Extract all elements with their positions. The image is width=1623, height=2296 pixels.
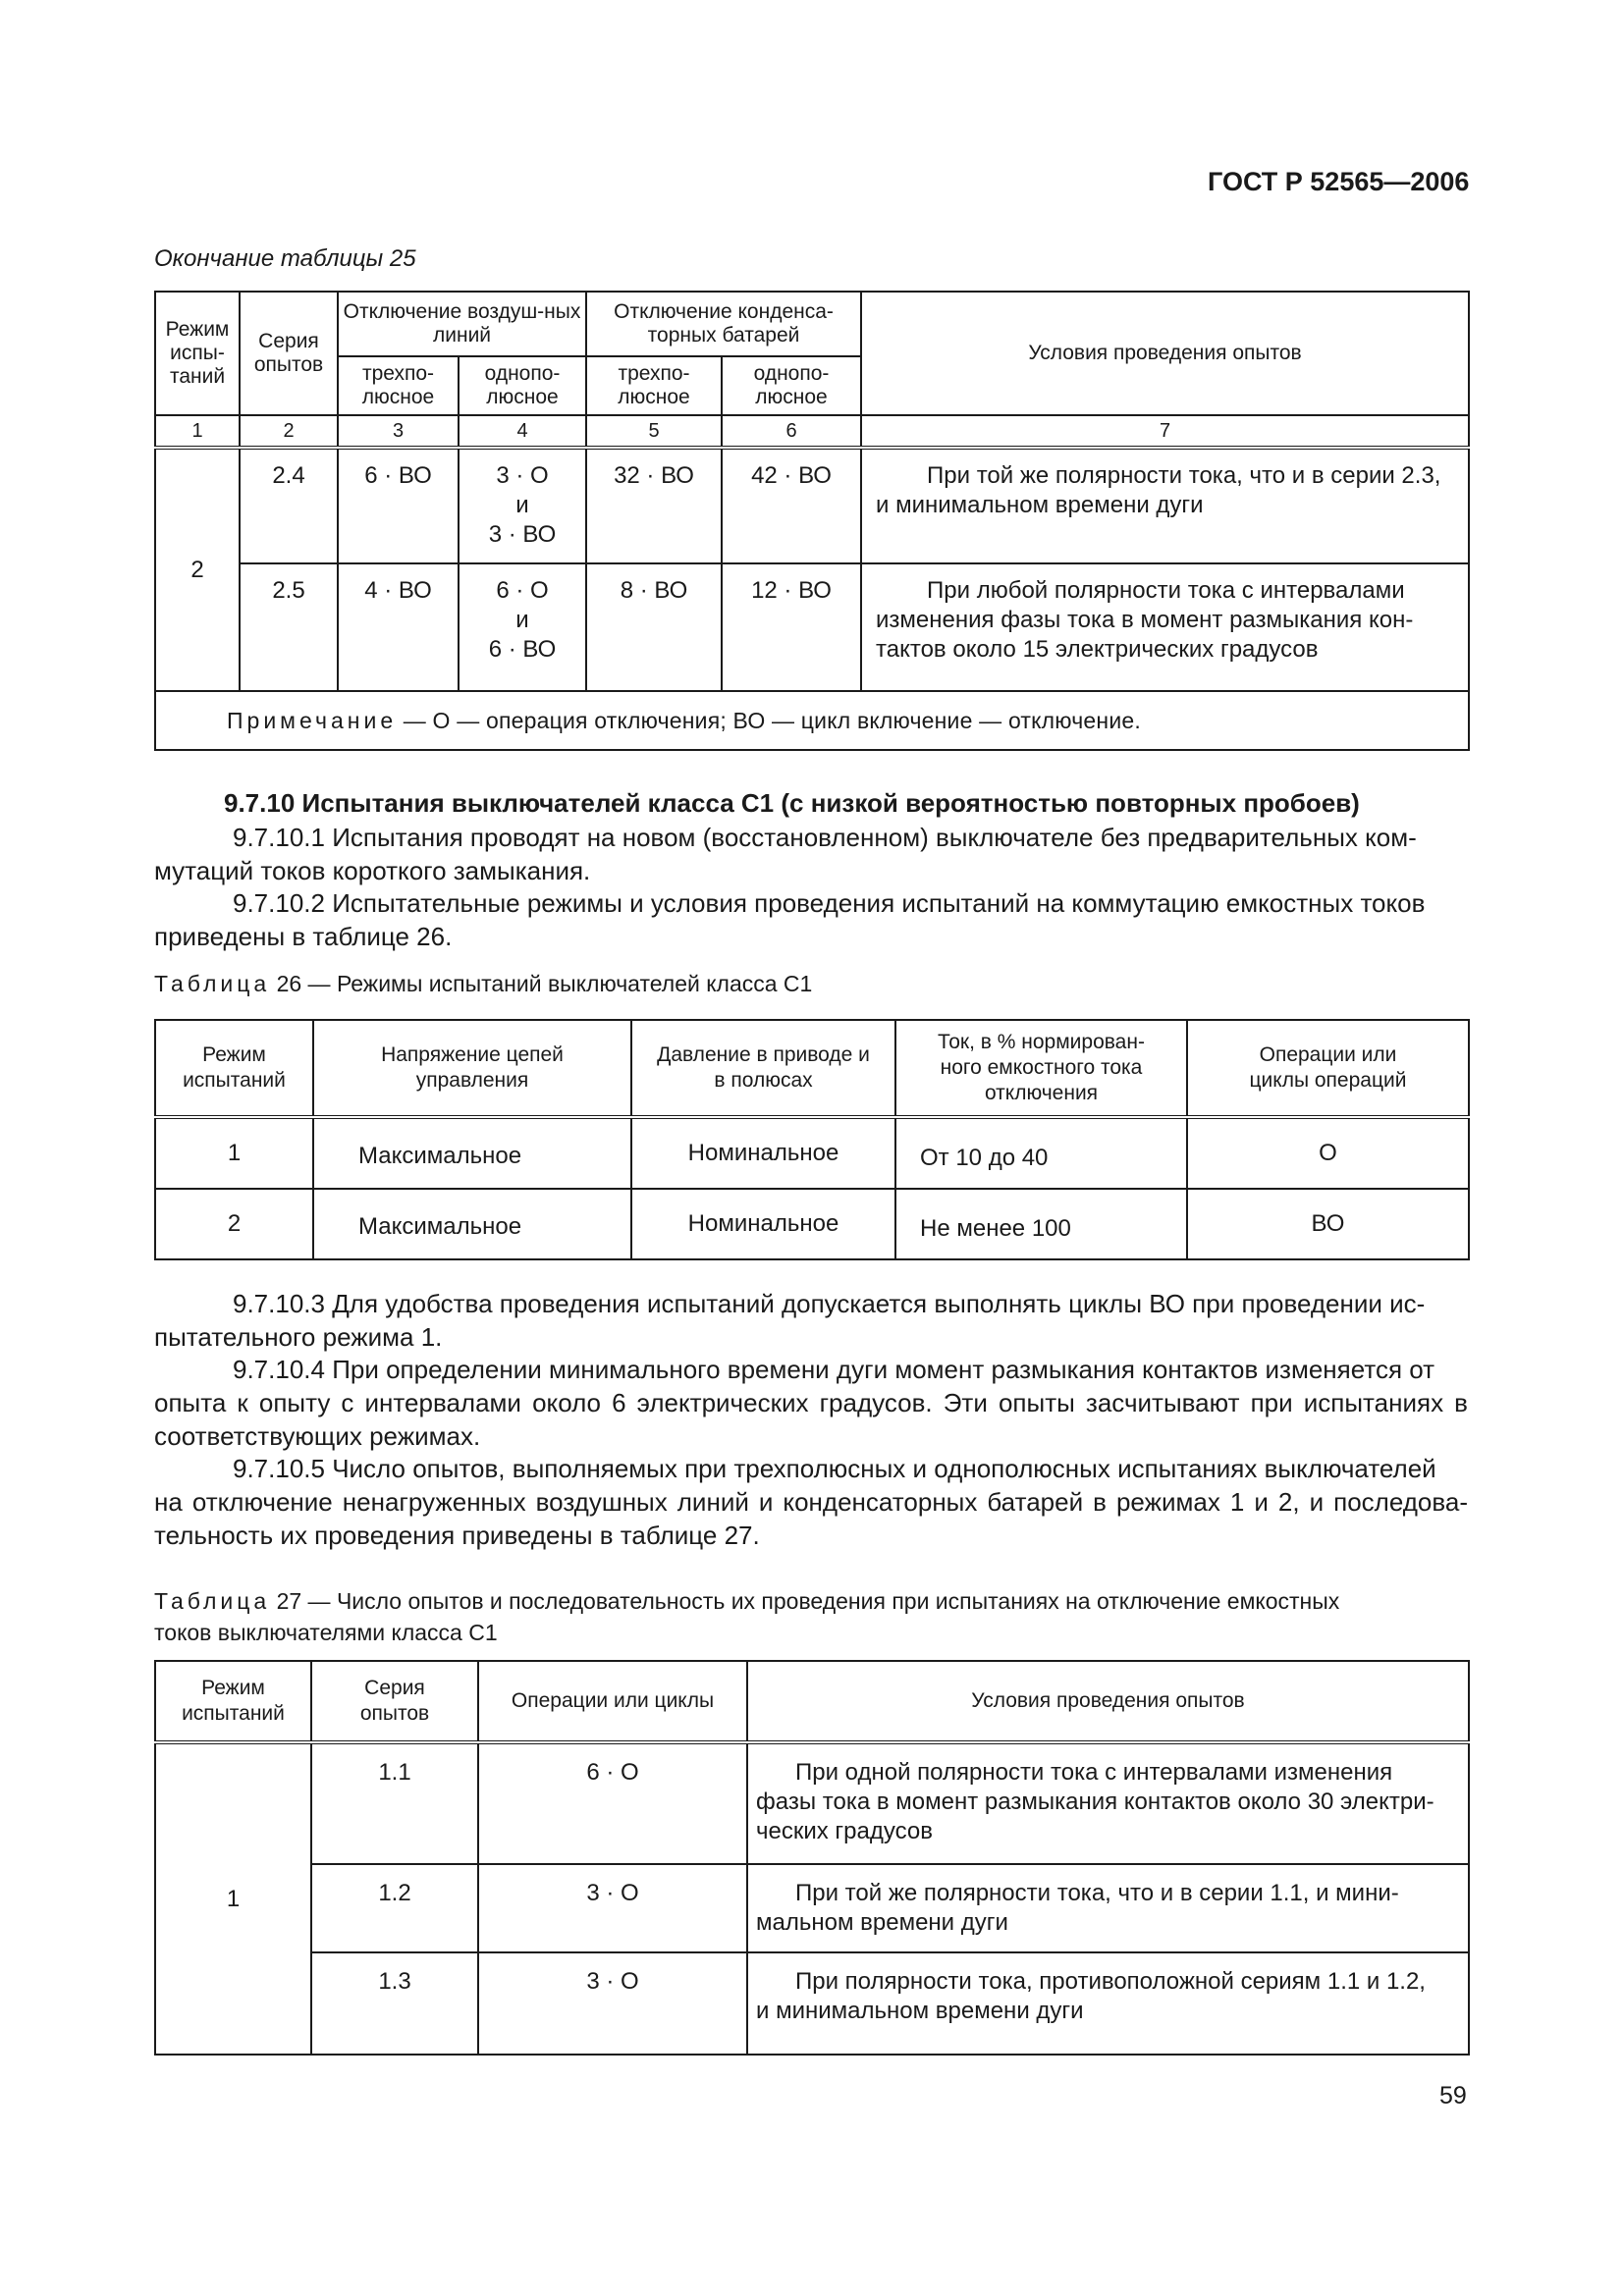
col-number: 2 (240, 415, 338, 448)
table-row (155, 1189, 1469, 1259)
conditions-value: При той же полярности тока, что и в серии 2.3, и минимальном времени дуги (861, 448, 1469, 563)
paragraph-9-7-10-2: 9.7.10.2 Испытательные режимы и условия проведения испытаний на коммутацию емкостных токов приведены в таблице 26. (154, 888, 1426, 951)
table-note-row (155, 691, 1469, 750)
conditions-value: При любой полярности тока с интервалами изменения фазы тока в момент размыкания кон- тактов около 15 электрических градусов (861, 563, 1469, 691)
col-number: 3 (338, 415, 459, 448)
header-pressure: Давление в приводе и в полюсах (631, 1020, 895, 1117)
operations-value: 3 · О (478, 1952, 747, 2055)
cap-three-pole-value: 32 · ВО (586, 448, 722, 563)
air-single-pole-value: 6 · О и 6 · ВО (459, 563, 586, 691)
cap-three-pole-value: 8 · ВО (586, 563, 722, 691)
table-27-caption: Таблица 27 — Число опытов и последовательность их проведения при испытаниях на отключение емкостных токов выключателями класса С1 (154, 1588, 1340, 1645)
document-code: ГОСТ Р 52565—2006 (1208, 167, 1470, 196)
operations-value: 3 · О (478, 1864, 747, 1952)
header-voltage: Напряжение цепей управления (313, 1020, 631, 1117)
page-number: 59 (1439, 2082, 1467, 2109)
col-number: 7 (861, 415, 1469, 448)
header-current: Ток, в % нормирован-ного емкостного тока отключения (895, 1020, 1187, 1117)
operations-value: 6 · О (478, 1742, 747, 1864)
paragraph-9-7-10-3: 9.7.10.3 Для удобства проведения испытаний допускается выполнять циклы ВО при проведении ис- пытательного режима 1. (154, 1289, 1426, 1352)
operations-value: О (1187, 1117, 1469, 1189)
col-number: 1 (155, 415, 240, 448)
paragraph-9-7-10-5: 9.7.10.5 Число опытов, выполняемых при трехполюсных и однополюсных испытаниях выключателей на отключение ненагруженных воздушных линий и конденсаторных батарей в режимах 1 и 2, и последова- тельность их проведения приведены в таблице 27. (154, 1454, 1468, 1550)
header-series: Серия опытов (240, 292, 338, 415)
header-operations: Операции или циклы операций (1187, 1020, 1469, 1117)
header-mode: Режим испытаний (155, 1661, 311, 1742)
mode-value: 2 (155, 448, 240, 691)
table-row (155, 1117, 1469, 1189)
series-value: 1.2 (311, 1864, 478, 1952)
mode-value: 1 (155, 1117, 313, 1189)
voltage-value: Максимальное (313, 1189, 631, 1259)
section-title: 9.7.10 Испытания выключателей класса С1 (с низкой вероятностью повторных пробоев) (224, 788, 1360, 818)
mode-value: 2 (155, 1189, 313, 1259)
operations-value: ВО (1187, 1189, 1469, 1259)
table-25 (154, 291, 1470, 751)
series-value: 2.4 (240, 448, 338, 563)
table-26-caption: Таблица 26 — Режимы испытаний выключателей класса С1 (154, 971, 813, 996)
header-capacitor: Отключение конденса-торных батарей (586, 292, 861, 356)
voltage-value: Максимальное (313, 1117, 631, 1189)
table-note: Примечание — О — операция отключения; ВО — цикл включение — отключение. (155, 691, 1469, 750)
mode-value: 1 (155, 1742, 311, 2055)
table-row (155, 1742, 1469, 1864)
table-row (155, 1864, 1469, 1952)
header-air-lines: Отключение воздуш-ных линий (338, 292, 586, 356)
conditions-value: При полярности тока, противоположной сериям 1.1 и 1.2, и минимальном времени дуги (747, 1952, 1469, 2055)
col-number: 4 (459, 415, 586, 448)
current-value: От 10 до 40 (895, 1117, 1187, 1189)
series-value: 1.1 (311, 1742, 478, 1864)
header-three-pole-cap: трехпо-люсное (586, 356, 722, 415)
pressure-value: Номинальное (631, 1117, 895, 1189)
table-row (155, 1952, 1469, 2055)
air-three-pole-value: 4 · ВО (338, 563, 459, 691)
header-conditions: Условия проведения опытов (747, 1661, 1469, 1742)
table-row (155, 448, 1469, 563)
header-single-pole-air: однопо-люсное (459, 356, 586, 415)
paragraph-9-7-10-4: 9.7.10.4 При определении минимального времени дуги момент размыкания контактов изменяется от опыта к опыту с интервалами около 6 электрических градусов. Эти опыты засчитывают при испытаниях в соответствующих режимах. (154, 1355, 1468, 1451)
series-value: 2.5 (240, 563, 338, 691)
column-number-row (155, 415, 1469, 448)
air-three-pole-value: 6 · ВО (338, 448, 459, 563)
cap-single-pole-value: 12 · ВО (722, 563, 861, 691)
header-three-pole-air: трехпо-люсное (338, 356, 459, 415)
header-single-pole-cap: однопо-люсное (722, 356, 861, 415)
air-single-pole-value: 3 · О и 3 · ВО (459, 448, 586, 563)
conditions-value: При одной полярности тока с интервалами изменения фазы тока в момент размыкания контактов около 30 электри- ческих градусов (747, 1742, 1469, 1864)
col-number: 5 (586, 415, 722, 448)
header-conditions: Условия проведения опытов (861, 292, 1469, 415)
header-operations: Операции или циклы (478, 1661, 747, 1742)
table-row (155, 563, 1469, 691)
table-26 (154, 1019, 1470, 1260)
header-mode: Режим испы-таний (155, 292, 240, 415)
col-number: 6 (722, 415, 861, 448)
pressure-value: Номинальное (631, 1189, 895, 1259)
series-value: 1.3 (311, 1952, 478, 2055)
header-mode: Режим испытаний (155, 1020, 313, 1117)
current-value: Не менее 100 (895, 1189, 1187, 1259)
header-series: Серия опытов (311, 1661, 478, 1742)
conditions-value: При той же полярности тока, что и в серии 1.1, и мини- мальном времени дуги (747, 1864, 1469, 1952)
table-25-caption: Окончание таблицы 25 (154, 245, 416, 272)
table-27 (154, 1660, 1470, 2056)
cap-single-pole-value: 42 · ВО (722, 448, 861, 563)
paragraph-9-7-10-1: 9.7.10.1 Испытания проводят на новом (восстановленном) выключателе без предварительных ком- мутаций токов короткого замыкания. (154, 823, 1417, 885)
